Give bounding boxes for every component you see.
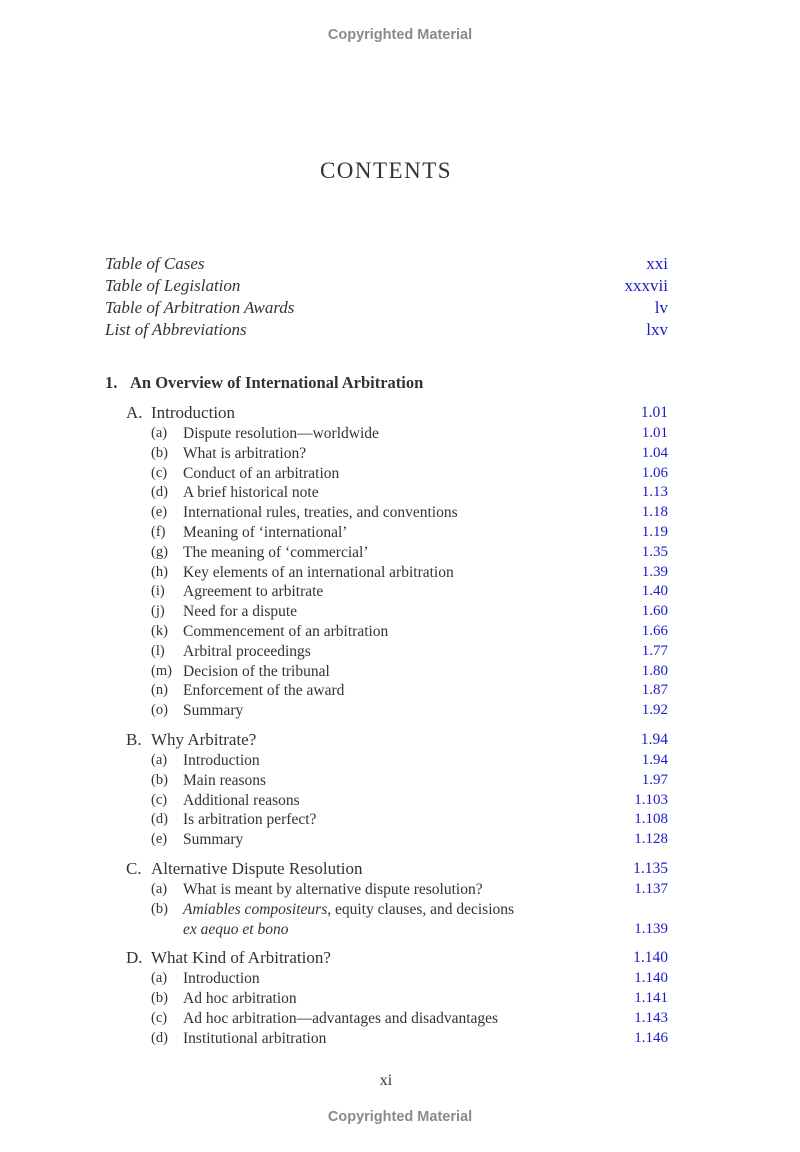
toc-item[interactable]: [105, 622, 668, 642]
item-label: (b): [151, 444, 168, 461]
toc-entry-front-matter[interactable]: [105, 319, 668, 341]
page-link[interactable]: 1.146: [634, 1029, 668, 1046]
toc-item[interactable]: [105, 483, 668, 503]
toc-item[interactable]: [105, 681, 668, 701]
item-label: (d): [151, 1029, 168, 1046]
page-link[interactable]: 1.139: [634, 920, 668, 937]
page-link[interactable]: 1.140: [633, 949, 668, 967]
toc-item[interactable]: [105, 503, 668, 523]
item-label: (i): [151, 583, 165, 600]
page-link[interactable]: 1.01: [641, 425, 668, 441]
toc-entry-title: List of Abbreviations: [105, 320, 247, 339]
item-title: Key elements of an international arbitration: [183, 563, 454, 581]
toc-item-continuation[interactable]: [105, 920, 668, 940]
page-title: CONTENTS: [319, 158, 453, 183]
item-title: Arbitral proceedings: [183, 642, 311, 660]
toc-item[interactable]: [105, 642, 668, 662]
toc-item[interactable]: [105, 602, 668, 622]
toc-item[interactable]: [105, 701, 668, 721]
item-title: [183, 900, 514, 920]
page-link[interactable]: 1.77: [641, 642, 668, 659]
toc-entry-title: Table of Arbitration Awards: [105, 298, 295, 317]
item-label: (b): [151, 900, 168, 917]
item-label: (e): [151, 831, 168, 848]
page-link[interactable]: lv: [654, 298, 668, 317]
item-label: (h): [151, 563, 168, 580]
page-link[interactable]: xxi: [646, 254, 668, 273]
chapter-contents: [105, 372, 668, 1049]
page-link[interactable]: 1.06: [641, 464, 668, 481]
front-matter-list: [105, 253, 668, 341]
item-title: Main reasons: [183, 771, 267, 789]
page-link[interactable]: 1.137: [634, 880, 668, 897]
page-link[interactable]: 1.141: [634, 990, 668, 1007]
item-label: (l): [151, 642, 165, 659]
section-letter: C.: [126, 858, 142, 878]
item-title: Ad hoc arbitration—advantages and disadvantages: [183, 1009, 499, 1027]
page-link[interactable]: 1.66: [641, 622, 668, 639]
item-title-italic: Amiables compositeurs: [183, 900, 328, 918]
item-label: (c): [151, 1009, 168, 1026]
page-link[interactable]: xxxvii: [624, 276, 668, 295]
toc-entry-front-matter[interactable]: [105, 253, 668, 275]
toc-item[interactable]: [105, 830, 668, 850]
toc-item[interactable]: [105, 771, 668, 791]
toc-item[interactable]: [105, 424, 668, 444]
item-title: Introduction: [183, 970, 260, 988]
page-link[interactable]: 1.108: [634, 811, 668, 828]
item-label: (a): [151, 425, 168, 441]
toc-item[interactable]: [105, 791, 668, 811]
toc-entry-front-matter[interactable]: [105, 275, 668, 297]
item-title: Institutional arbitration: [183, 1029, 327, 1047]
toc-item[interactable]: [105, 543, 668, 563]
item-label: (c): [151, 791, 168, 808]
item-title: What is arbitration?: [183, 444, 307, 462]
section-title: What Kind of Arbitration?: [151, 948, 331, 968]
item-title: Meaning of ‘international’: [183, 523, 348, 541]
item-label: (f): [151, 523, 166, 540]
toc-item[interactable]: [105, 582, 668, 602]
page-link[interactable]: 1.04: [641, 444, 668, 461]
toc-section[interactable]: [105, 729, 668, 751]
item-label: (o): [151, 702, 168, 719]
item-title-rest: , equity clauses, and decisions: [327, 900, 515, 918]
chapter-heading: [105, 372, 668, 394]
item-title: Enforcement of the award: [183, 682, 345, 700]
toc-item[interactable]: [105, 662, 668, 682]
item-title: Ad hoc arbitration: [183, 990, 297, 1008]
item-title: Summary: [183, 702, 244, 720]
page-link[interactable]: 1.128: [634, 831, 668, 848]
toc-item[interactable]: [105, 1009, 668, 1029]
page-link[interactable]: lxv: [646, 320, 668, 339]
page-link[interactable]: 1.92: [641, 702, 668, 719]
chapter-number: 1.: [105, 373, 118, 392]
section-letter: B.: [126, 729, 142, 749]
page-link[interactable]: 1.87: [641, 682, 668, 699]
item-title: Additional reasons: [183, 791, 300, 809]
item-title: Decision of the tribunal: [183, 662, 330, 680]
toc-item[interactable]: [105, 751, 668, 771]
watermark-bottom: Copyrighted Material: [327, 1109, 473, 1125]
toc-item[interactable]: [105, 810, 668, 830]
item-title: Introduction: [183, 751, 260, 769]
toc-section[interactable]: [105, 858, 668, 880]
item-title-italic: ex aequo et bono: [183, 920, 289, 938]
item-label: (d): [151, 484, 168, 501]
item-label: (j): [151, 603, 165, 620]
item-label: (a): [151, 880, 168, 897]
toc-item[interactable]: [105, 464, 668, 484]
page-link[interactable]: 1.143: [634, 1009, 668, 1026]
item-title-line2: [183, 920, 288, 940]
item-title: International rules, treaties, and conventions: [183, 504, 458, 522]
page-number: xi: [379, 1072, 393, 1089]
item-label: (g): [151, 543, 168, 560]
toc-entry-title: Table of Cases: [105, 254, 205, 273]
item-title: What is meant by alternative dispute resolution?: [183, 880, 483, 898]
page-link[interactable]: 1.103: [634, 791, 668, 808]
toc-section[interactable]: [105, 947, 668, 969]
page-link[interactable]: 1.140: [634, 970, 668, 987]
toc-item[interactable]: [105, 969, 668, 989]
section-title: Alternative Dispute Resolution: [151, 858, 363, 878]
item-title: A brief historical note: [183, 484, 319, 502]
page-link[interactable]: 1.80: [641, 662, 668, 679]
item-title: Commencement of an arbitration: [183, 622, 389, 640]
item-title: The meaning of ‘commercial’: [183, 543, 369, 561]
page-link[interactable]: 1.97: [641, 771, 668, 788]
item-title: Dispute resolution—worldwide: [183, 425, 379, 442]
toc-item[interactable]: [105, 563, 668, 583]
chapter-title: An Overview of International Arbitration: [130, 373, 424, 392]
item-title: Conduct of an arbitration: [183, 464, 340, 482]
item-label: (d): [151, 811, 168, 828]
item-label: (a): [151, 751, 168, 768]
toc-item[interactable]: [105, 1029, 668, 1049]
item-title: Summary: [183, 831, 244, 849]
watermark-top: Copyrighted Material: [327, 27, 473, 43]
section-title: Why Arbitrate?: [151, 729, 257, 749]
item-label: (c): [151, 464, 168, 481]
item-title: Agreement to arbitrate: [183, 583, 324, 601]
page-link[interactable]: 1.13: [641, 484, 668, 501]
toc-entry-title: Table of Legislation: [105, 276, 241, 295]
item-label: (k): [151, 622, 168, 639]
page-link[interactable]: 1.60: [641, 603, 668, 620]
page-link[interactable]: 1.94: [641, 751, 668, 768]
item-label: (b): [151, 990, 168, 1007]
section-title: Introduction: [151, 403, 236, 422]
page-link[interactable]: 1.35: [641, 543, 668, 560]
item-title: Need for a dispute: [183, 603, 298, 621]
page-link[interactable]: 1.01: [640, 404, 668, 421]
item-label: (e): [151, 504, 168, 521]
toc-section[interactable]: [105, 402, 668, 424]
page-link[interactable]: 1.18: [641, 504, 668, 521]
page-link[interactable]: 1.19: [641, 523, 668, 540]
page-link[interactable]: 1.40: [641, 583, 668, 600]
toc-item[interactable]: [105, 523, 668, 543]
item-label: (b): [151, 771, 168, 788]
toc-entry-front-matter[interactable]: [105, 297, 668, 319]
item-label: (m): [151, 662, 172, 679]
toc-item[interactable]: [105, 880, 668, 900]
toc-item[interactable]: [105, 989, 668, 1009]
toc-item[interactable]: [105, 444, 668, 464]
section-letter: A.: [126, 403, 143, 422]
item-label: (n): [151, 682, 168, 699]
page-link[interactable]: 1.39: [641, 563, 668, 580]
page-link[interactable]: 1.135: [633, 859, 668, 877]
section-letter: D.: [126, 948, 143, 968]
item-label: (a): [151, 970, 168, 987]
page-link[interactable]: 1.94: [640, 730, 668, 748]
item-title: Is arbitration perfect?: [183, 811, 317, 829]
toc-item[interactable]: [105, 900, 668, 920]
